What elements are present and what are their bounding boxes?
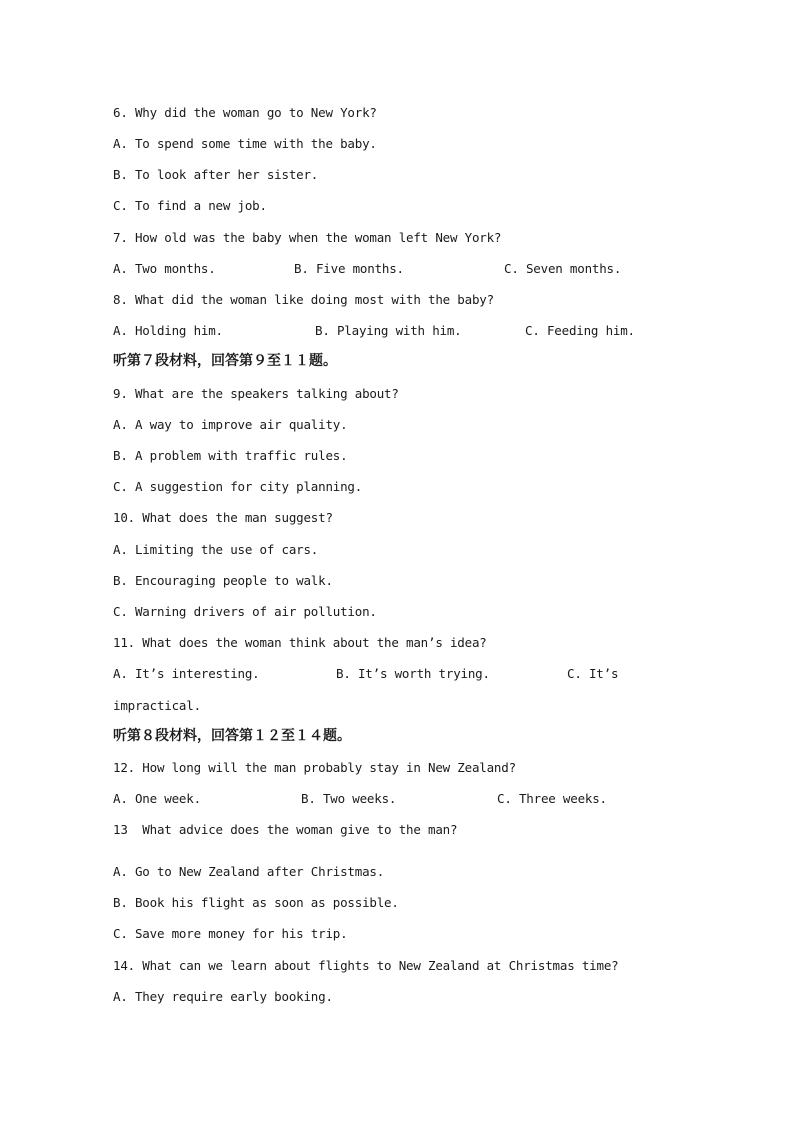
question-7-option-a: A. Two months. — [113, 261, 216, 276]
question-11: 11. What does the woman think about the man’s idea? — [113, 635, 487, 650]
question-8: 8. What did the woman like doing most with the baby? — [113, 292, 494, 307]
question-10: 10. What does the man suggest? — [113, 510, 333, 525]
question-6-option-b: B. To look after her sister. — [113, 167, 319, 182]
question-10-option-c: C. Warning drivers of air pollution. — [113, 604, 377, 619]
question-8-option-c: C. Feeding him. — [525, 323, 635, 338]
question-11-option-a: A. It’s interesting. — [113, 666, 260, 681]
question-13-option-b: B. Book his flight as soon as possible. — [113, 895, 399, 910]
question-6-option-a: A. To spend some time with the baby. — [113, 136, 377, 151]
question-9-option-b: B. A problem with traffic rules. — [113, 448, 348, 463]
question-12-option-a: A. One week. — [113, 791, 201, 806]
question-6: 6. Why did the woman go to New York? — [113, 105, 377, 120]
question-7-option-b: B. Five months. — [294, 261, 404, 276]
question-14-option-a: A. They require early booking. — [113, 989, 333, 1004]
question-9-option-c: C. A suggestion for city planning. — [113, 479, 363, 494]
question-10-option-b: B. Encouraging people to walk. — [113, 573, 333, 588]
section-7-heading: 听第７段材料，回答第９至１１题。 — [113, 353, 337, 369]
question-11-option-c: C. It’s — [567, 666, 619, 681]
question-8-option-a: A. Holding him. — [113, 323, 223, 338]
question-6-option-c: C. To find a new job. — [113, 198, 267, 213]
question-13-option-a: A. Go to New Zealand after Christmas. — [113, 864, 385, 879]
question-11-option-b: B. It’s worth trying. — [336, 666, 490, 681]
section-8-heading: 听第８段材料，回答第１２至１４题。 — [113, 728, 351, 744]
question-13-option-c: C. Save more money for his trip. — [113, 926, 348, 941]
question-11-option-c-continued: impractical. — [113, 698, 201, 713]
question-14: 14. What can we learn about flights to New Zealand at Christmas time? — [113, 958, 619, 973]
question-12-option-b: B. Two weeks. — [301, 791, 397, 806]
question-8-option-b: B. Playing with him. — [315, 323, 462, 338]
question-10-option-a: A. Limiting the use of cars. — [113, 542, 319, 557]
question-9-option-a: A. A way to improve air quality. — [113, 417, 348, 432]
question-7-option-c: C. Seven months. — [504, 261, 622, 276]
question-13: 13 What advice does the woman give to the man? — [113, 822, 458, 837]
question-12: 12. How long will the man probably stay in New Zealand? — [113, 760, 516, 775]
question-9: 9. What are the speakers talking about? — [113, 386, 399, 401]
question-12-option-c: C. Three weeks. — [497, 791, 607, 806]
question-7: 7. How old was the baby when the woman left New York? — [113, 230, 502, 245]
